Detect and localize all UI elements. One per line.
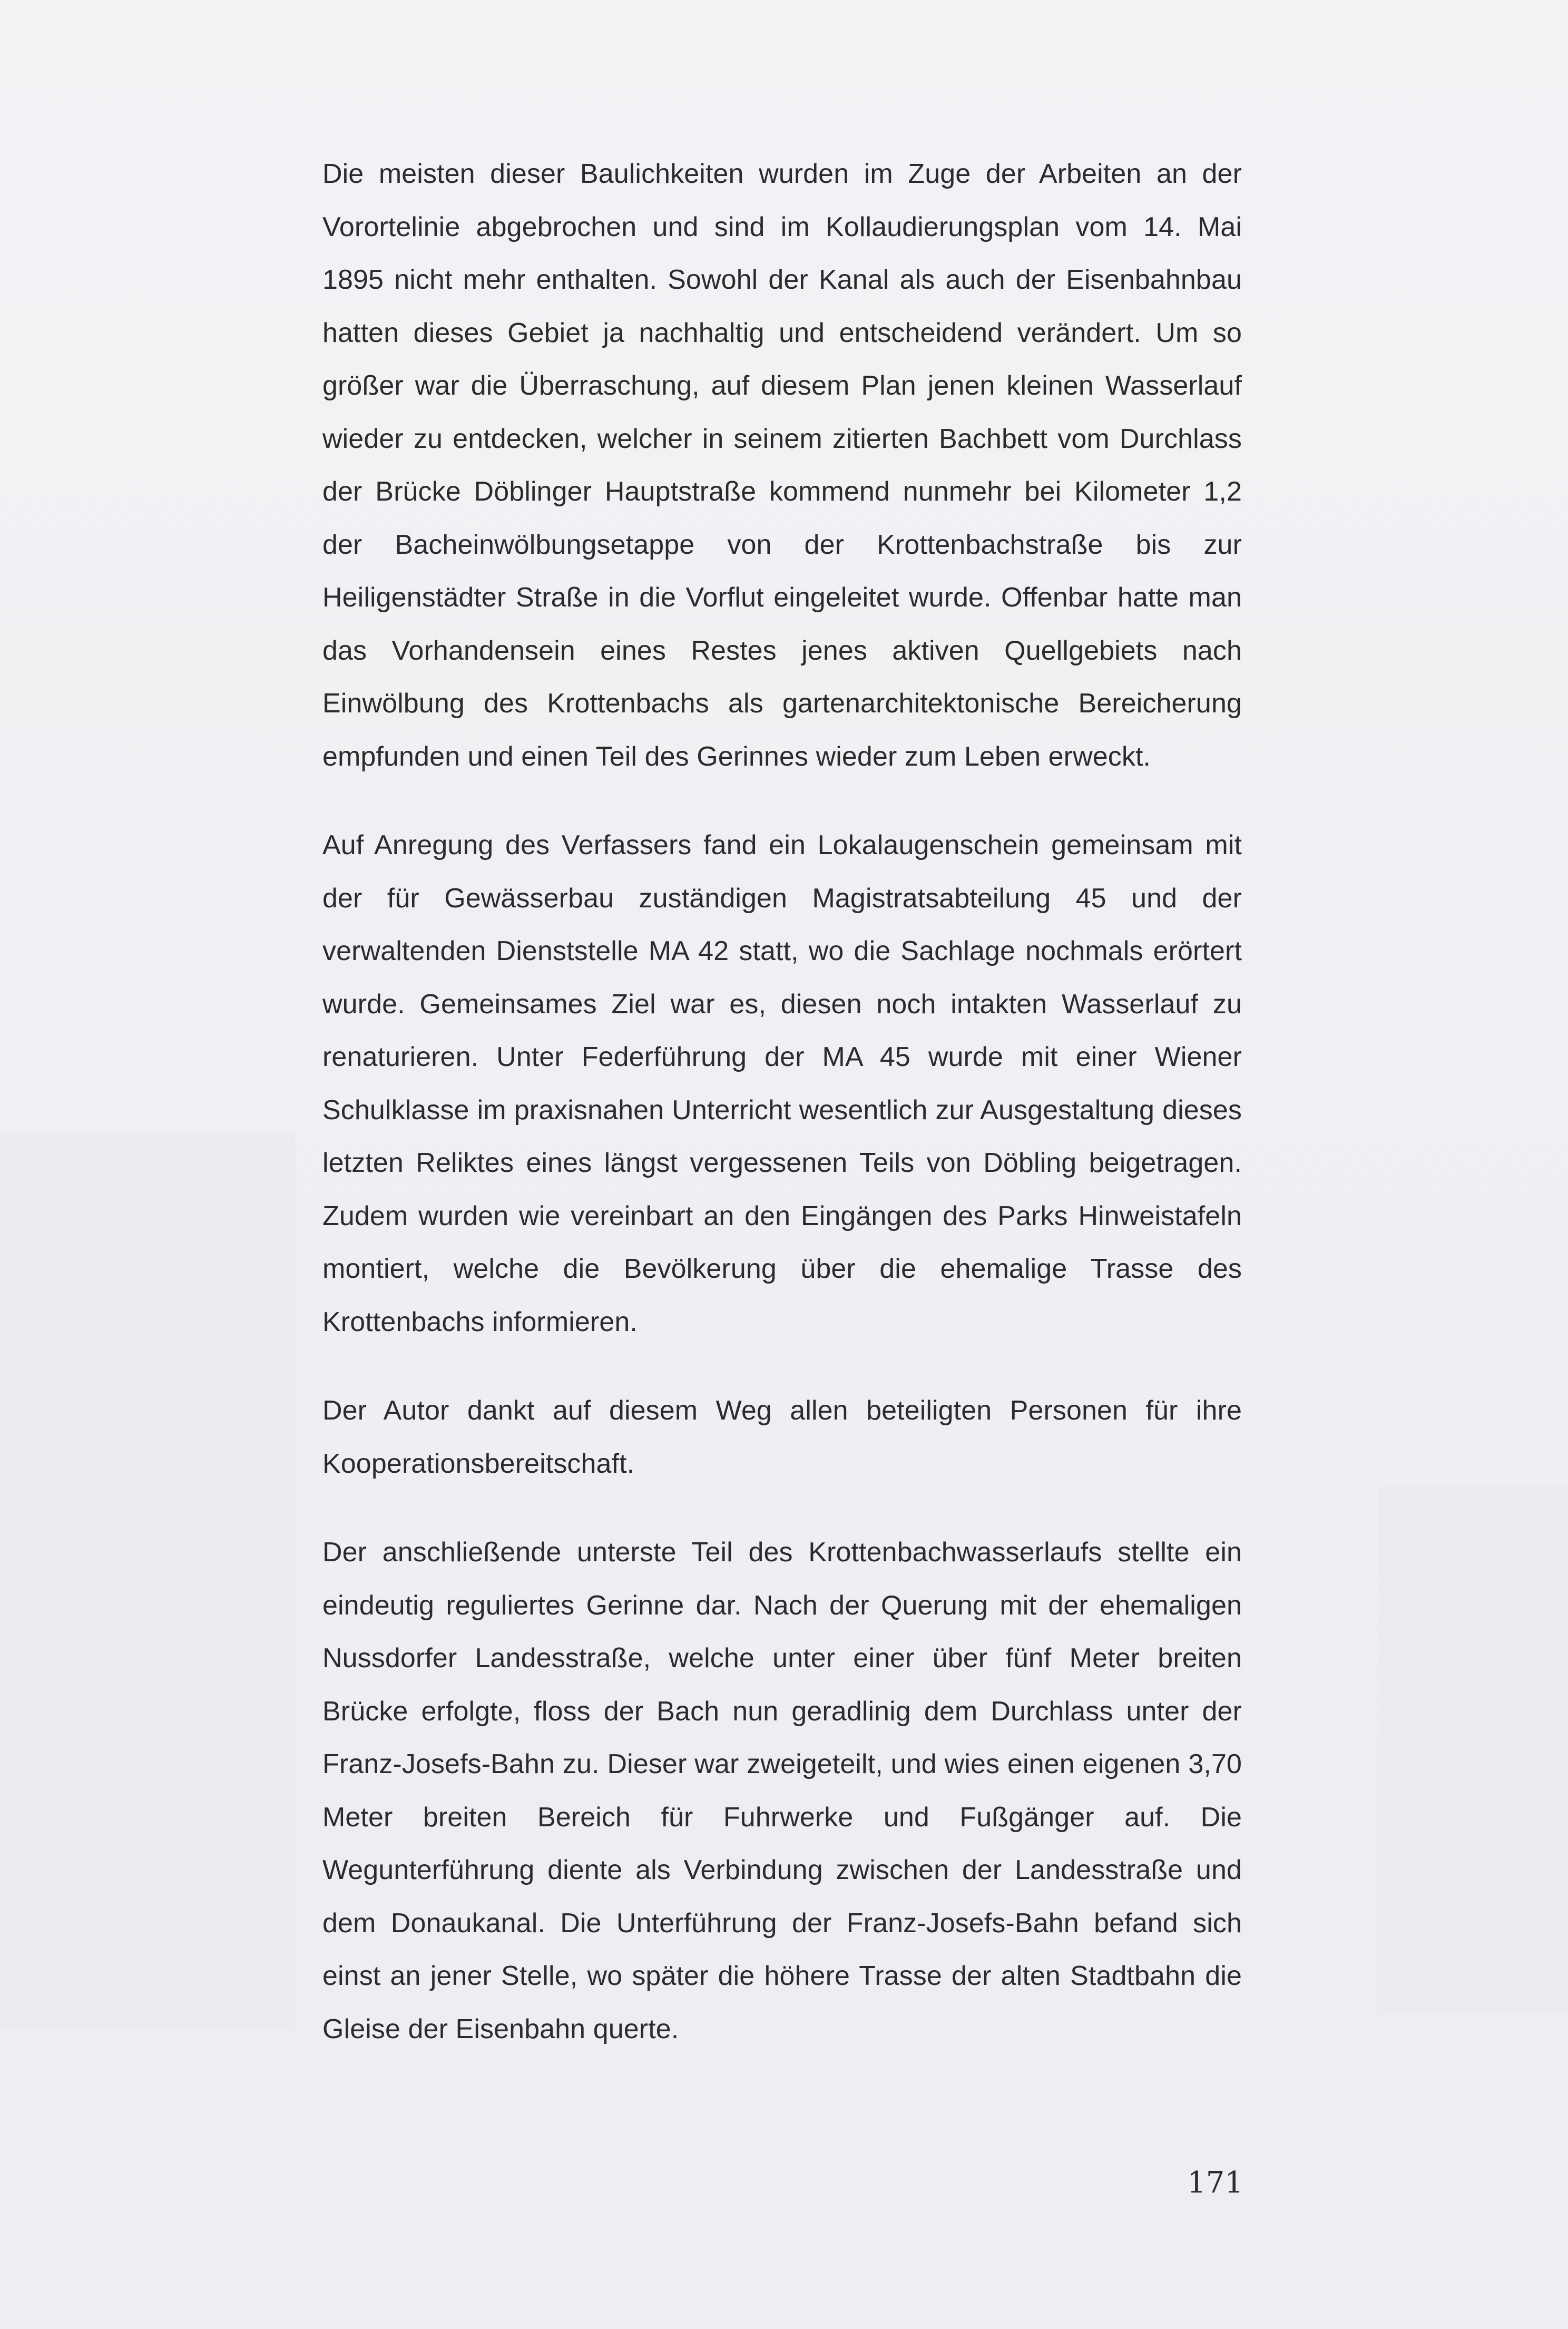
paragraph-4: Der anschließende unterste Teil des Krottenbachwasserlaufs stellte ein eindeutig reguliertes Gerinne dar. Nach der Querung mit der ehemaligen Nussdorfer Landesstraße, welche unter einer über fünf Meter breiten Brücke erfolgte, floss der Bach nun geradlinig dem Durchlass unter der Franz-Josefs-Bahn zu. Dieser war zweigeteilt, und wies einen eigenen 3,70 Meter breiten Bereich für Fuhrwerke und Fußgänger auf. Die Wegunterführung diente als Verbindung zwischen der Landesstraße und dem Donaukanal. Die Unterführung der Franz-Josefs-Bahn befand sich einst an jener Stelle, wo später die höhere Trasse der alten Stadtbahn die Gleise der Eisenbahn querte. <box>322 1537 1242 2044</box>
paragraph-1: Die meisten dieser Baulichkeiten wurden im Zuge der Arbeiten an der Vorortelinie abgebrochen und sind im Kollaudierungsplan vom 14. Mai 1895 nicht mehr enthalten. Sowohl der Kanal als auch der Eisenbahnbau hatten dieses Gebiet ja nachhaltig und entscheidend verändert. Um so größer war die Überraschung, auf diesem Plan jenen kleinen Wasserlauf wieder zu entdecken, welcher in seinem zitierten Bachbett vom Durchlass der Brücke Döblinger Hauptstraße kommend nunmehr bei Kilometer 1,2 der Bacheinwölbungsetappe von der Krottenbachstraße bis zur Heiligenstädter Straße in die Vorflut eingeleitet wurde. Offenbar hatte man das Vorhandensein eines Restes jenes aktiven Quellgebiets nach Einwölbung des Krottenbachs als gartenarchitektonische Bereicherung empfunden und einen Teil des Gerinnes wieder zum Leben erweckt. <box>322 159 1242 772</box>
page-number: 171 <box>1187 2166 1243 2200</box>
paragraph-2: Auf Anregung des Verfassers fand ein Lokalaugenschein gemeinsam mit der für Gewässerbau zuständigen Magistratsabteilung 45 und der verwaltenden Dienststelle MA 42 statt, wo die Sachlage nochmals erörtert wurde. Gemeinsames Ziel war es, diesen noch intakten Wasserlauf zu renaturieren. Unter Federführung der MA 45 wurde mit einer Wiener Schulklasse im praxisnahen Unterricht wesentlich zur Ausgestaltung dieses letzten Reliktes eines längst vergessenen Teils von Döbling beigetragen. Zudem wurden wie vereinbart an den Eingängen des Parks Hinweistafeln montiert, welche die Bevölkerung über die ehemalige Trasse des Krottenbachs informieren. <box>322 830 1242 1337</box>
bleed-through-image-right <box>1378 1486 1568 2013</box>
paragraph-3: Der Autor dankt auf diesem Weg allen beteiligten Personen für ihre Kooperationsbereitschaft. <box>322 1395 1242 1479</box>
bleed-through-image-left <box>0 1133 295 2029</box>
body-text-column <box>322 148 1242 2056</box>
